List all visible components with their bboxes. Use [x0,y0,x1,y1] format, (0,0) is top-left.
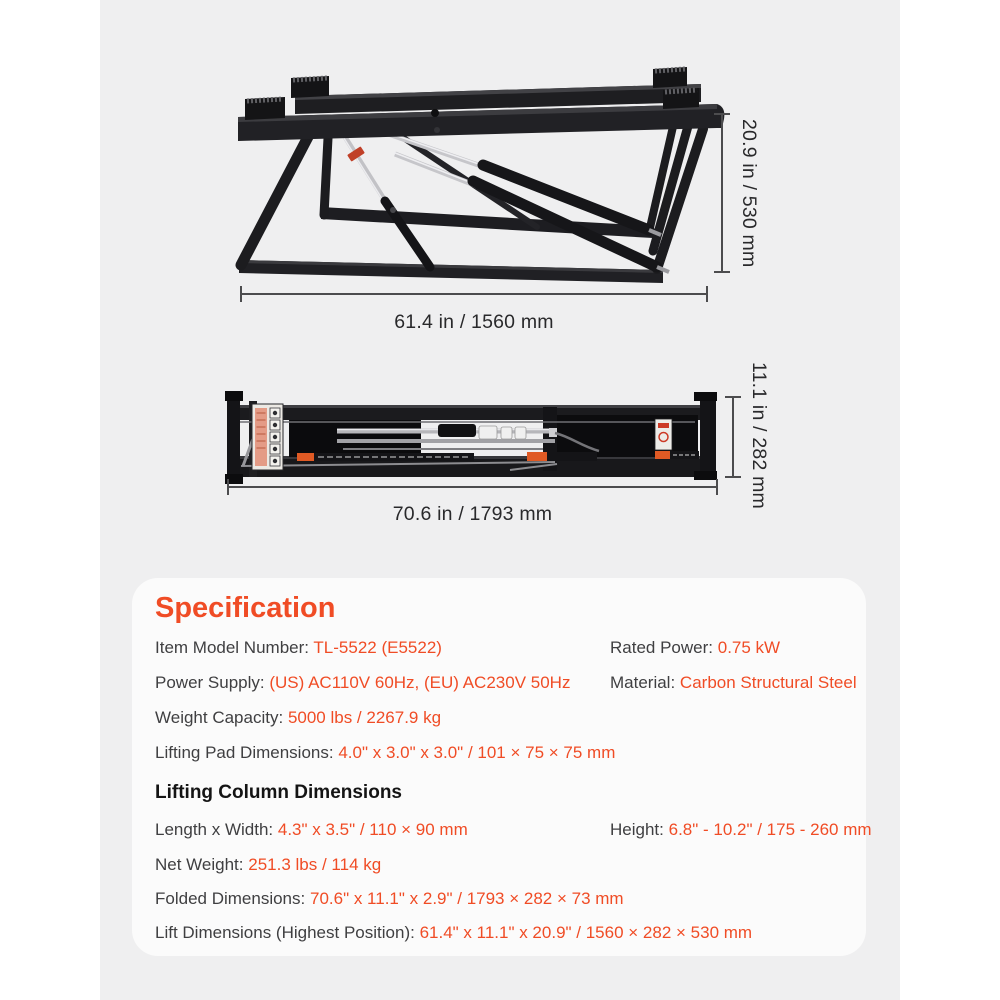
spec-row-weight-capacity [155,708,441,728]
spec-row-lift-dimensions [155,923,752,943]
spec-row-net-weight [155,855,381,875]
folded-width-dimension-label: 70.6 in / 1793 mm [392,503,553,525]
spec-row-folded-dimensions [155,889,624,909]
folded-frame [225,391,717,484]
spec-value: 251.3 lbs / 114 kg [248,855,382,874]
spec-label: Rated Power: [610,638,713,657]
raised-width-dimension-label: 61.4 in / 1560 mm [394,311,554,333]
spec-label: Folded Dimensions: [155,889,306,908]
warning-label-left [252,404,283,470]
spec-row-material [610,673,857,693]
spec-value: (US) AC110V 60Hz, (EU) AC230V 50Hz [269,673,571,692]
spec-value: 5000 lbs / 2267.9 kg [287,708,442,727]
spec-value: 6.8" - 10.2" / 175 - 260 mm [668,820,872,839]
spec-row-height [610,820,872,840]
spec-label: Length x Width: [155,820,274,839]
lifting-column-dimensions-heading: Lifting Column Dimensions [155,782,402,803]
spec-value: 70.6" x 11.1" x 2.9" / 1793 × 282 × 73 mm [309,889,624,908]
spec-value: 4.0" x 3.0" x 3.0" / 101 × 75 × 75 mm [338,743,616,762]
spec-label: Net Weight: [155,855,244,874]
spec-row-power-supply [155,673,570,693]
raised-height-dimension-line [721,114,723,272]
spec-row-rated-power [610,638,780,658]
spec-value: 61.4" x 11.1" x 20.9" / 1560 × 282 × 530 mm [419,923,753,942]
folded-lift-illustration [225,388,725,493]
warning-label-right [655,419,672,450]
spec-label: Weight Capacity: [155,708,284,727]
spec-row-item-model-number [155,638,442,658]
folded-height-dimension-label: 11.1 in / 282 mm [748,361,770,509]
spec-value: Carbon Structural Steel [679,673,857,692]
spec-label: Material: [610,673,676,692]
specification-panel [132,578,872,956]
product-image-canvas [100,0,900,1000]
specification-title: Specification [155,592,336,624]
spec-label: Power Supply: [155,673,265,692]
spec-label: Lift Dimensions (Highest Position): [155,923,415,942]
folded-height-dimension-line [732,397,734,477]
spec-value: 0.75 kW [717,638,781,657]
raised-width-dimension-line [241,293,707,295]
folded-width-dimension-line [228,486,717,488]
raised-lift-illustration [225,55,725,300]
spec-label: Height: [610,820,664,839]
gas-strut-lower [394,153,669,273]
spec-value: TL-5522 (E5522) [313,638,442,657]
spec-row-length-x-width [155,820,468,840]
raised-height-dimension-label: 20.9 in / 530 mm [738,118,760,268]
spec-row-lifting-pad-dimensions [155,743,615,763]
spec-value: 4.3" x 3.5" / 110 × 90 mm [277,820,468,839]
spec-label: Item Model Number: [155,638,309,657]
spec-label: Lifting Pad Dimensions: [155,743,334,762]
